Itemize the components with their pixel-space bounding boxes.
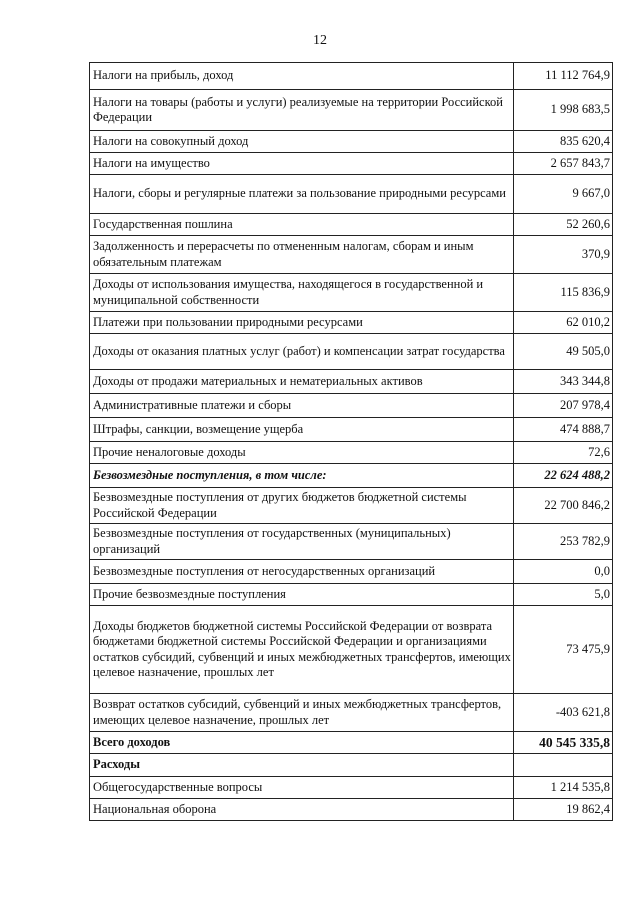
row-label: Национальная оборона bbox=[90, 799, 514, 821]
budget-table bbox=[89, 62, 613, 821]
row-label: Возврат остатков субсидий, субвенций и иных межбюджетных трансфертов, имеющих целевое назначение, прошлых лет bbox=[90, 694, 514, 732]
row-amount: 40 545 335,8 bbox=[514, 732, 613, 754]
row-amount: 72,6 bbox=[514, 442, 613, 464]
row-label: Доходы бюджетов бюджетной системы Российской Федерации от возврата бюджетами бюджетной системы Российской Федерации и организациями остатков субсидий, субвенций и иных межбюджетных трансфертов, имеющих целевое назначение, прошлых лет bbox=[90, 606, 514, 694]
row-label: Безвозмездные поступления от государственных (муниципальных) организаций bbox=[90, 524, 514, 560]
row-amount: 62 010,2 bbox=[514, 312, 613, 334]
row-label: Доходы от оказания платных услуг (работ) и компенсации затрат государства bbox=[90, 334, 514, 370]
row-label: Налоги, сборы и регулярные платежи за пользование природными ресурсами bbox=[90, 175, 514, 214]
table-row bbox=[90, 777, 613, 799]
row-label: Задолженность и перерасчеты по отмененным налогам, сборам и иным обязательным платежам bbox=[90, 236, 514, 274]
row-amount: 22 624 488,2 bbox=[514, 464, 613, 488]
row-amount: 343 344,8 bbox=[514, 370, 613, 394]
row-amount: 370,9 bbox=[514, 236, 613, 274]
table-row bbox=[90, 524, 613, 560]
page-number: 12 bbox=[313, 33, 327, 48]
table-row bbox=[90, 131, 613, 153]
table-row bbox=[90, 488, 613, 524]
row-label: Налоги на прибыль, доход bbox=[90, 63, 514, 90]
row-label: Налоги на имущество bbox=[90, 153, 514, 175]
row-amount: 835 620,4 bbox=[514, 131, 613, 153]
row-amount: 73 475,9 bbox=[514, 606, 613, 694]
table-row bbox=[90, 312, 613, 334]
row-amount: 9 667,0 bbox=[514, 175, 613, 214]
table-row bbox=[90, 732, 613, 754]
row-amount: 19 862,4 bbox=[514, 799, 613, 821]
table-row bbox=[90, 394, 613, 418]
table-row bbox=[90, 90, 613, 131]
row-amount: 1 998 683,5 bbox=[514, 90, 613, 131]
row-amount: 49 505,0 bbox=[514, 334, 613, 370]
row-amount: 2 657 843,7 bbox=[514, 153, 613, 175]
row-amount: 474 888,7 bbox=[514, 418, 613, 442]
row-label: Платежи при пользовании природными ресурсами bbox=[90, 312, 514, 334]
table-row bbox=[90, 274, 613, 312]
row-amount: 22 700 846,2 bbox=[514, 488, 613, 524]
row-label: Безвозмездные поступления от других бюджетов бюджетной системы Российской Федерации bbox=[90, 488, 514, 524]
row-amount: 253 782,9 bbox=[514, 524, 613, 560]
table-row bbox=[90, 560, 613, 584]
row-amount: 115 836,9 bbox=[514, 274, 613, 312]
row-amount: 52 260,6 bbox=[514, 214, 613, 236]
row-amount: 11 112 764,9 bbox=[514, 63, 613, 90]
row-label: Общегосударственные вопросы bbox=[90, 777, 514, 799]
row-label: Налоги на товары (работы и услуги) реализуемые на территории Российской Федерации bbox=[90, 90, 514, 131]
row-label: Штрафы, санкции, возмещение ущерба bbox=[90, 418, 514, 442]
table-row bbox=[90, 153, 613, 175]
row-label: Всего доходов bbox=[90, 732, 514, 754]
row-amount: 0,0 bbox=[514, 560, 613, 584]
table-row bbox=[90, 799, 613, 821]
table-row bbox=[90, 464, 613, 488]
table-row bbox=[90, 175, 613, 214]
row-label: Прочие неналоговые доходы bbox=[90, 442, 514, 464]
row-amount: 5,0 bbox=[514, 584, 613, 606]
row-label: Прочие безвозмездные поступления bbox=[90, 584, 514, 606]
row-label: Государственная пошлина bbox=[90, 214, 514, 236]
row-label: Доходы от продажи материальных и нематериальных активов bbox=[90, 370, 514, 394]
table-row bbox=[90, 442, 613, 464]
row-label: Доходы от использования имущества, находящегося в государственной и муниципальной собственности bbox=[90, 274, 514, 312]
table-row bbox=[90, 63, 613, 90]
row-label: Расходы bbox=[90, 754, 514, 777]
table-row bbox=[90, 214, 613, 236]
table-row bbox=[90, 606, 613, 694]
table-row bbox=[90, 370, 613, 394]
row-amount bbox=[514, 754, 613, 777]
row-amount: 207 978,4 bbox=[514, 394, 613, 418]
row-label: Налоги на совокупный доход bbox=[90, 131, 514, 153]
row-label: Безвозмездные поступления от негосударственных организаций bbox=[90, 560, 514, 584]
table-row bbox=[90, 694, 613, 732]
table-row bbox=[90, 334, 613, 370]
budget-table-body bbox=[90, 63, 613, 821]
row-label: Административные платежи и сборы bbox=[90, 394, 514, 418]
table-row bbox=[90, 236, 613, 274]
table-row bbox=[90, 418, 613, 442]
row-label: Безвозмездные поступления, в том числе: bbox=[90, 464, 514, 488]
row-amount: -403 621,8 bbox=[514, 694, 613, 732]
table-row bbox=[90, 584, 613, 606]
row-amount: 1 214 535,8 bbox=[514, 777, 613, 799]
table-row bbox=[90, 754, 613, 777]
